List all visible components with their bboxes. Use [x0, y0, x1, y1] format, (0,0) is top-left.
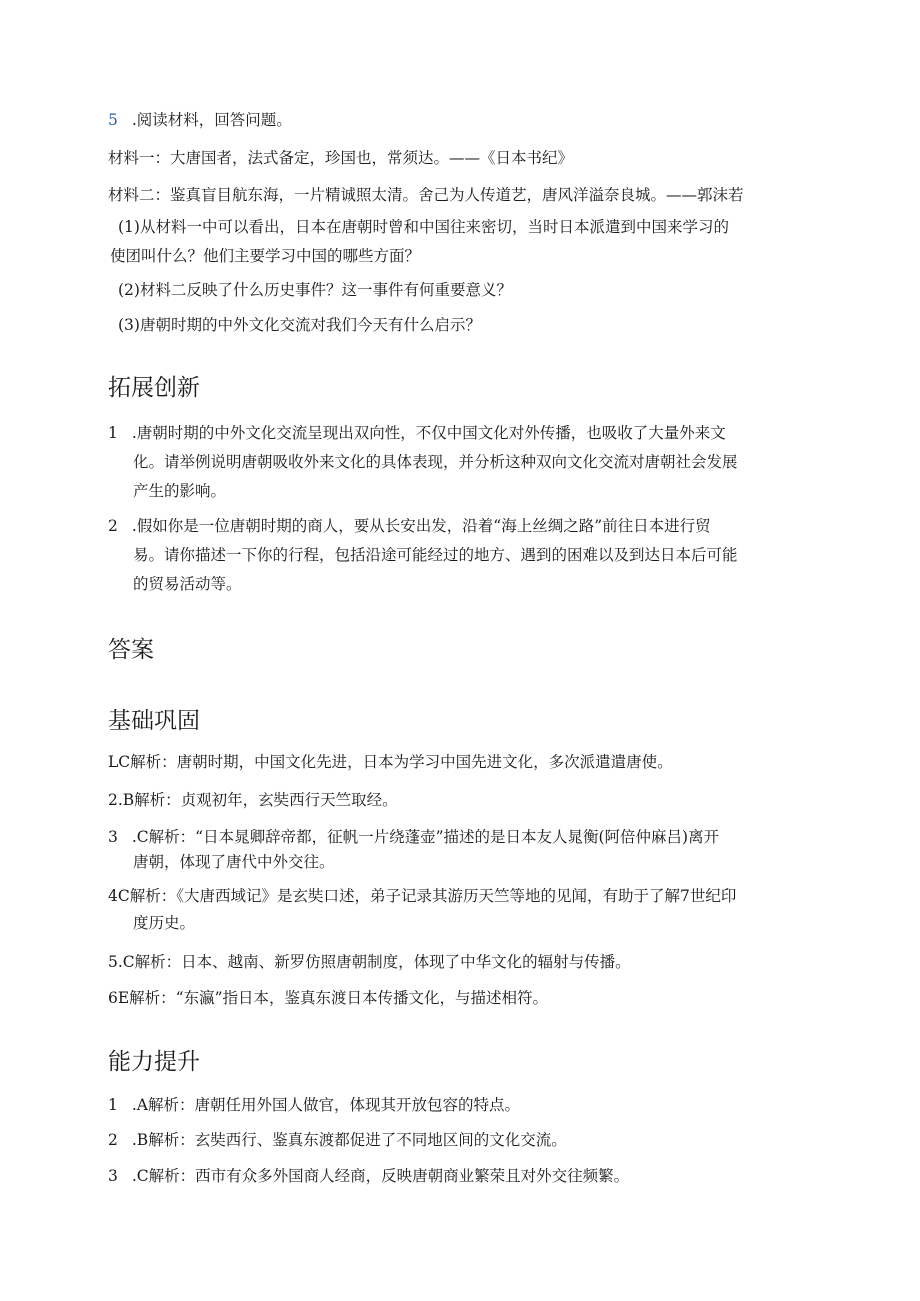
expand-item-1-line-1: 1 .唐朝时期的中外文化交流呈现出双向性，不仅中国文化对外传播，也吸收了大量外来文 [108, 424, 726, 442]
basic-answer-3-line-2: 唐朝，体现了唐代中外交往。 [133, 853, 335, 871]
expand-item-1-line-3: 产生的影响。 [133, 482, 227, 500]
question-text: .阅读材料，回答问题。 [131, 111, 292, 129]
ability-answer-2: 2 .B解析：玄奘西行、鉴真东渡都促进了不同地区间的文化交流。 [108, 1131, 567, 1149]
sub-question-2: (2)材料二反映了什么历史事件？这一事件有何重要意义？ [118, 281, 512, 299]
ability-answer-3: 3 .C解析：西市有众多外国商人经商，反映唐朝商业繁荣且对外交往频繁。 [108, 1167, 630, 1185]
sub-question-1-line-2: 使团叫什么？他们主要学习中国的哪些方面？ [110, 247, 421, 265]
question-5 [108, 110, 292, 130]
material-1: 材料一：大唐国者，法式备定，珍国也，常须达。——《日本书纪》 [108, 149, 574, 167]
basic-answer-1: LC解析：唐朝时期，中国文化先进，日本为学习中国先进文化，多次派遣遣唐使。 [108, 753, 673, 771]
sub-question-1-line-1: (1)从材料一中可以看出，日本在唐朝时曾和中国往来密切，当时日本派遣到中国来学习的 [118, 218, 729, 236]
ability-answer-1: 1 .A解析：唐朝任用外国人做官，体现其开放包容的特点。 [108, 1096, 520, 1114]
basic-answer-4-line-1: 4C解析：《大唐西域记》是玄奘口述，弟子记录其游历天竺等地的见闻，有助于了解7世纪印 [108, 887, 737, 905]
item-number: 2 [108, 517, 118, 535]
item-number: 2 [108, 1131, 118, 1149]
basic-answer-2: 2.B解析：贞观初年，玄奘西行天竺取经。 [108, 791, 398, 809]
basic-answer-3-line-1: 3 .C解析：“日本晁卿辞帝都，征帆一片绕蓬壶”描述的是日本友人晁衡(阿倍仲麻吕)离开 [108, 828, 720, 846]
expand-item-2-line-1: 2 .假如你是一位唐朝时期的商人，要从长安出发，沿着“海上丝绸之路”前往日本进行贸 [108, 517, 711, 535]
material-2: 材料二：鉴真盲目航东海，一片精诚照太清。舍己为人传道艺，唐风洋溢奈良城。——郭沫若 [108, 186, 744, 204]
expand-item-2-line-2: 易。请你描述一下你的行程，包括沿途可能经过的地方、遇到的困难以及到达日本后可能 [133, 546, 738, 564]
question-number: 5 [108, 111, 118, 129]
expand-item-1-line-2: 化。请举例说明唐朝吸收外来文化的具体表现，并分析这种双向文化交流对唐朝社会发展 [133, 453, 738, 471]
item-number: 1 [108, 424, 118, 442]
basic-answer-5: 5.C解析：日本、越南、新罗仿照唐朝制度，体现了中华文化的辐射与传播。 [108, 953, 631, 971]
section-title-answers: 答案 [108, 637, 154, 663]
section-title-ability: 能力提升 [108, 1049, 200, 1075]
basic-answer-6: 6E解析：“东瀛”指日本，鉴真东渡日本传播文化，与描述相符。 [108, 989, 549, 1007]
basic-answer-4-line-2: 度历史。 [133, 914, 196, 932]
item-number: 3 [108, 1167, 118, 1185]
item-number: 3 [108, 828, 118, 846]
sub-question-3: (3)唐朝时期的中外文化交流对我们今天有什么启示？ [118, 316, 481, 334]
section-title-expand: 拓展创新 [108, 375, 200, 401]
expand-item-2-line-3: 的贸易活动等。 [133, 575, 242, 593]
item-number: 1 [108, 1096, 118, 1114]
section-title-basic: 基础巩固 [108, 708, 200, 734]
